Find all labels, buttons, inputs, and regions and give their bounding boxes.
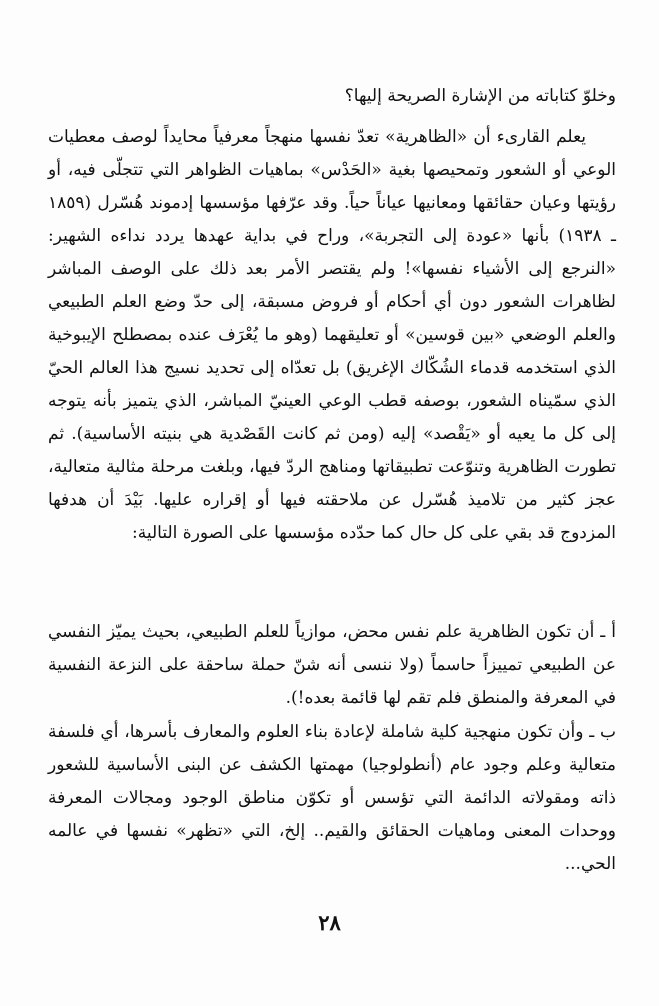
- paragraph-goal-a: [48, 616, 616, 715]
- page-number: ٢٨: [318, 910, 341, 935]
- paragraph-text: يعلم القارىء أن «الظاهرية» تعدّ نفسها منهجاً معرفياً محايداً لوصف معطيات الوعي أو الشعور وتمحيصها بغية «الحَدْس» بماهيات الظواهر التي تتجلّى فيه، أو رؤيتها وعيان حقائقها ومعانيها عياناً حياً. وقد عرّفها مؤسسها إدموند هُسّرل (١٨٥٩ ـ ١٩٣٨) بأنها «عودة إلى التجربة»، وراح في بداية عهدها يردد نداءه الشهير: «النرجع إلى الأشياء نفسها»! ولم يقتصر الأمر بعد ذلك على الوصف المباشر لظاهرات الشعور دون أي أحكام أو فروض مسبقة، إلى حدّ وضع العلم الطبيعي والعلم الوضعي «بين قوسين» أو تعليقهما (وهو ما يُعْرَف عنده بمصطلح الإيبوخية الذي استخدمه قدماء الشُكّاك الإغريق) بل تعدّاه إلى تحديد نسيج هذا العالم الحيّ الذي سمّيناه الشعور، بوصفه قطب الوعي العينيّ المباشر، الذي يتميز بأنه يتوجه إلى كل ما يعيه أو «يَقْصد» إليه (ومن ثم كانت القَصْدية هي بنيته الأساسية). ثم تطورت الظاهرية وتنوّعت تطبيقاتها ومناهج الردّ فيها، وبلغت مرحلة مثالية متعالية، عجز كثير من تلاميذ هُسّرل عن ملاحقته فيها أو إقراره عليها. بَيْدَ أن هدفها المزدوج قد بقي على كل حال كما حدّده مؤسسها على الصورة التالية:: [48, 127, 616, 543]
- paragraph-text: ب ـ وأن تكون منهجية كلية شاملة لإعادة بناء العلوم والمعارف بأسرها، أي فلسفة متعالية وعلم وجود عام (أنطولوجيا) مهمتها الكشف عن البنى الأساسية للشعور ذاته ومقولاته الدائمة التي تؤسس أو تكوّن مناطق الوجود ومجالات المعرفة ووحدات المعنى وماهيات الحقائق والقيم.. إلخ، التي «تظهر» نفسها في عالمه الحي...: [48, 722, 616, 874]
- paragraph-phenomenology-intro: [48, 121, 616, 550]
- paragraph-text: أ ـ أن تكون الظاهرية علم نفس محض، موازياً للعلم الطبيعي، بحيث يميّز النفسي عن الطبيعي تمييزاً حاسماً (ولا ننسى أنه شنّ حملة ساحقة على النزعة النفسية في المعرفة والمنطق فلم تقم لها قائمة بعده!).: [48, 622, 616, 708]
- paragraph-continuation: [48, 80, 616, 113]
- paragraph-goal-b: [48, 716, 616, 881]
- paragraph-text: وخلوّ كتاباته من الإشارة الصريحة إليها؟: [344, 86, 616, 106]
